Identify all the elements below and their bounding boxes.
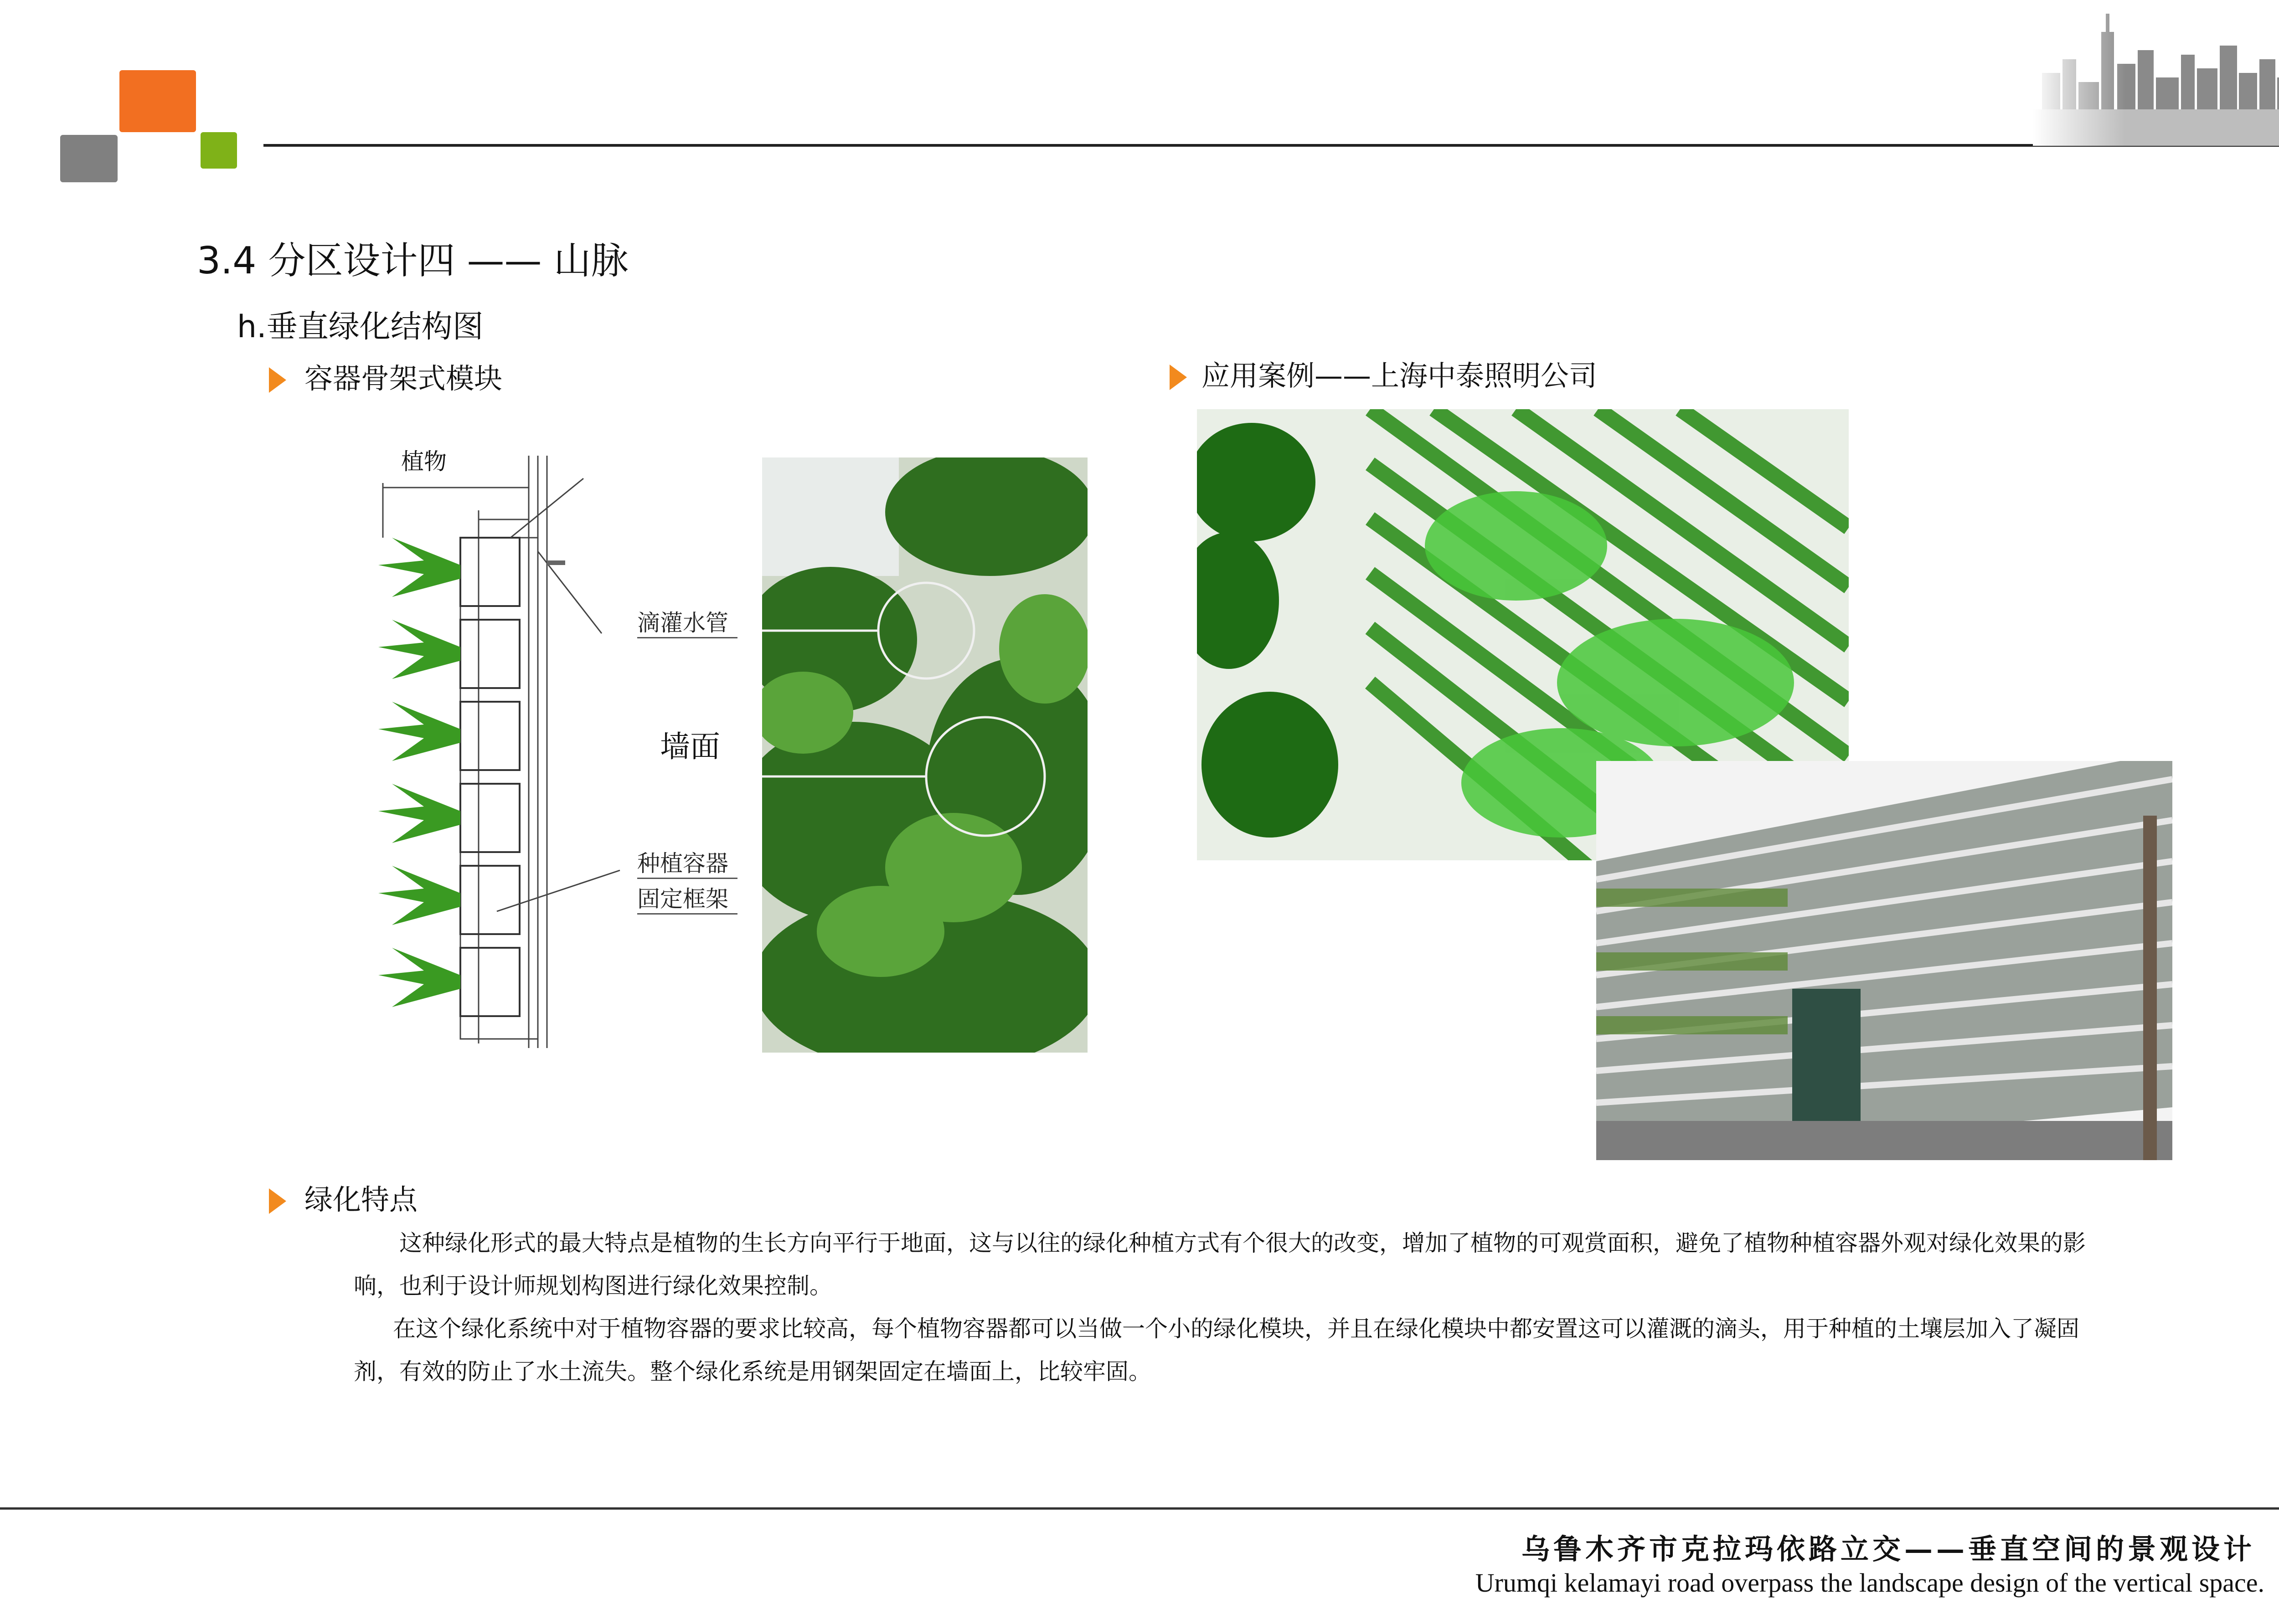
callout-frame: 固定框架: [637, 886, 728, 912]
features-paragraph-1-line-2: 响，也利于设计师规划构图进行绿化效果控制。: [354, 1273, 832, 1299]
footer-divider: [0, 1507, 2279, 1510]
footer-title-cn: 乌鲁木齐市克拉玛依路立交——垂直空间的景观设计: [1521, 1532, 2255, 1566]
right-panel-heading: 应用案例——上海中泰照明公司: [1201, 359, 1598, 392]
footer-title-en: Urumqi kelamayi road overpass the landscape design of the vertical space.: [1475, 1568, 2264, 1598]
left-panel-heading: 容器骨架式模块: [304, 362, 503, 395]
header-divider: [263, 144, 2279, 147]
sub-title: h.垂直绿化结构图: [237, 309, 484, 345]
callout-drip-pipe: 滴灌水管: [637, 610, 728, 636]
logo-orange-square: [119, 70, 196, 132]
callout-leader-line: [637, 913, 737, 915]
features-heading: 绿化特点: [304, 1183, 418, 1216]
drawing-label-plants: 植物: [401, 448, 447, 475]
logo-green-square: [201, 132, 237, 169]
city-skyline-image: [2033, 5, 2279, 146]
green-wall-detail-photo: [762, 457, 1088, 1053]
case-photo-building-facade: [1596, 761, 2172, 1160]
callout-container: 种植容器: [637, 850, 728, 877]
callout-leader-line: [637, 637, 737, 638]
bullet-arrow-icon: [1170, 365, 1187, 390]
bullet-arrow-icon: [269, 367, 286, 393]
features-paragraph-2-line-1: 在这个绿化系统中对于植物容器的要求比较高，每个植物容器都可以当做一个小的绿化模块，并且在绿化模块中都安置这可以灌溉的滴头，用于种植的土壤层加入了凝固: [393, 1316, 2079, 1342]
bullet-arrow-icon: [269, 1188, 286, 1214]
features-paragraph-2-line-2: 剂，有效的防止了水土流失。整个绿化系统是用钢架固定在墙面上，比较牢固。: [354, 1358, 1151, 1385]
section-title: 3.4 分区设计四 —— 山脉: [197, 239, 629, 283]
callout-wall: 墙面: [660, 729, 720, 764]
logo-gray-square: [60, 135, 118, 182]
callout-leader-line: [637, 878, 737, 879]
features-paragraph-1-line-1: 这种绿化形式的最大特点是植物的生长方向平行于地面，这与以往的绿化种植方式有个很大的改变，增加了植物的可观赏面积，避免了植物种植容器外观对绿化效果的影: [399, 1230, 2086, 1256]
